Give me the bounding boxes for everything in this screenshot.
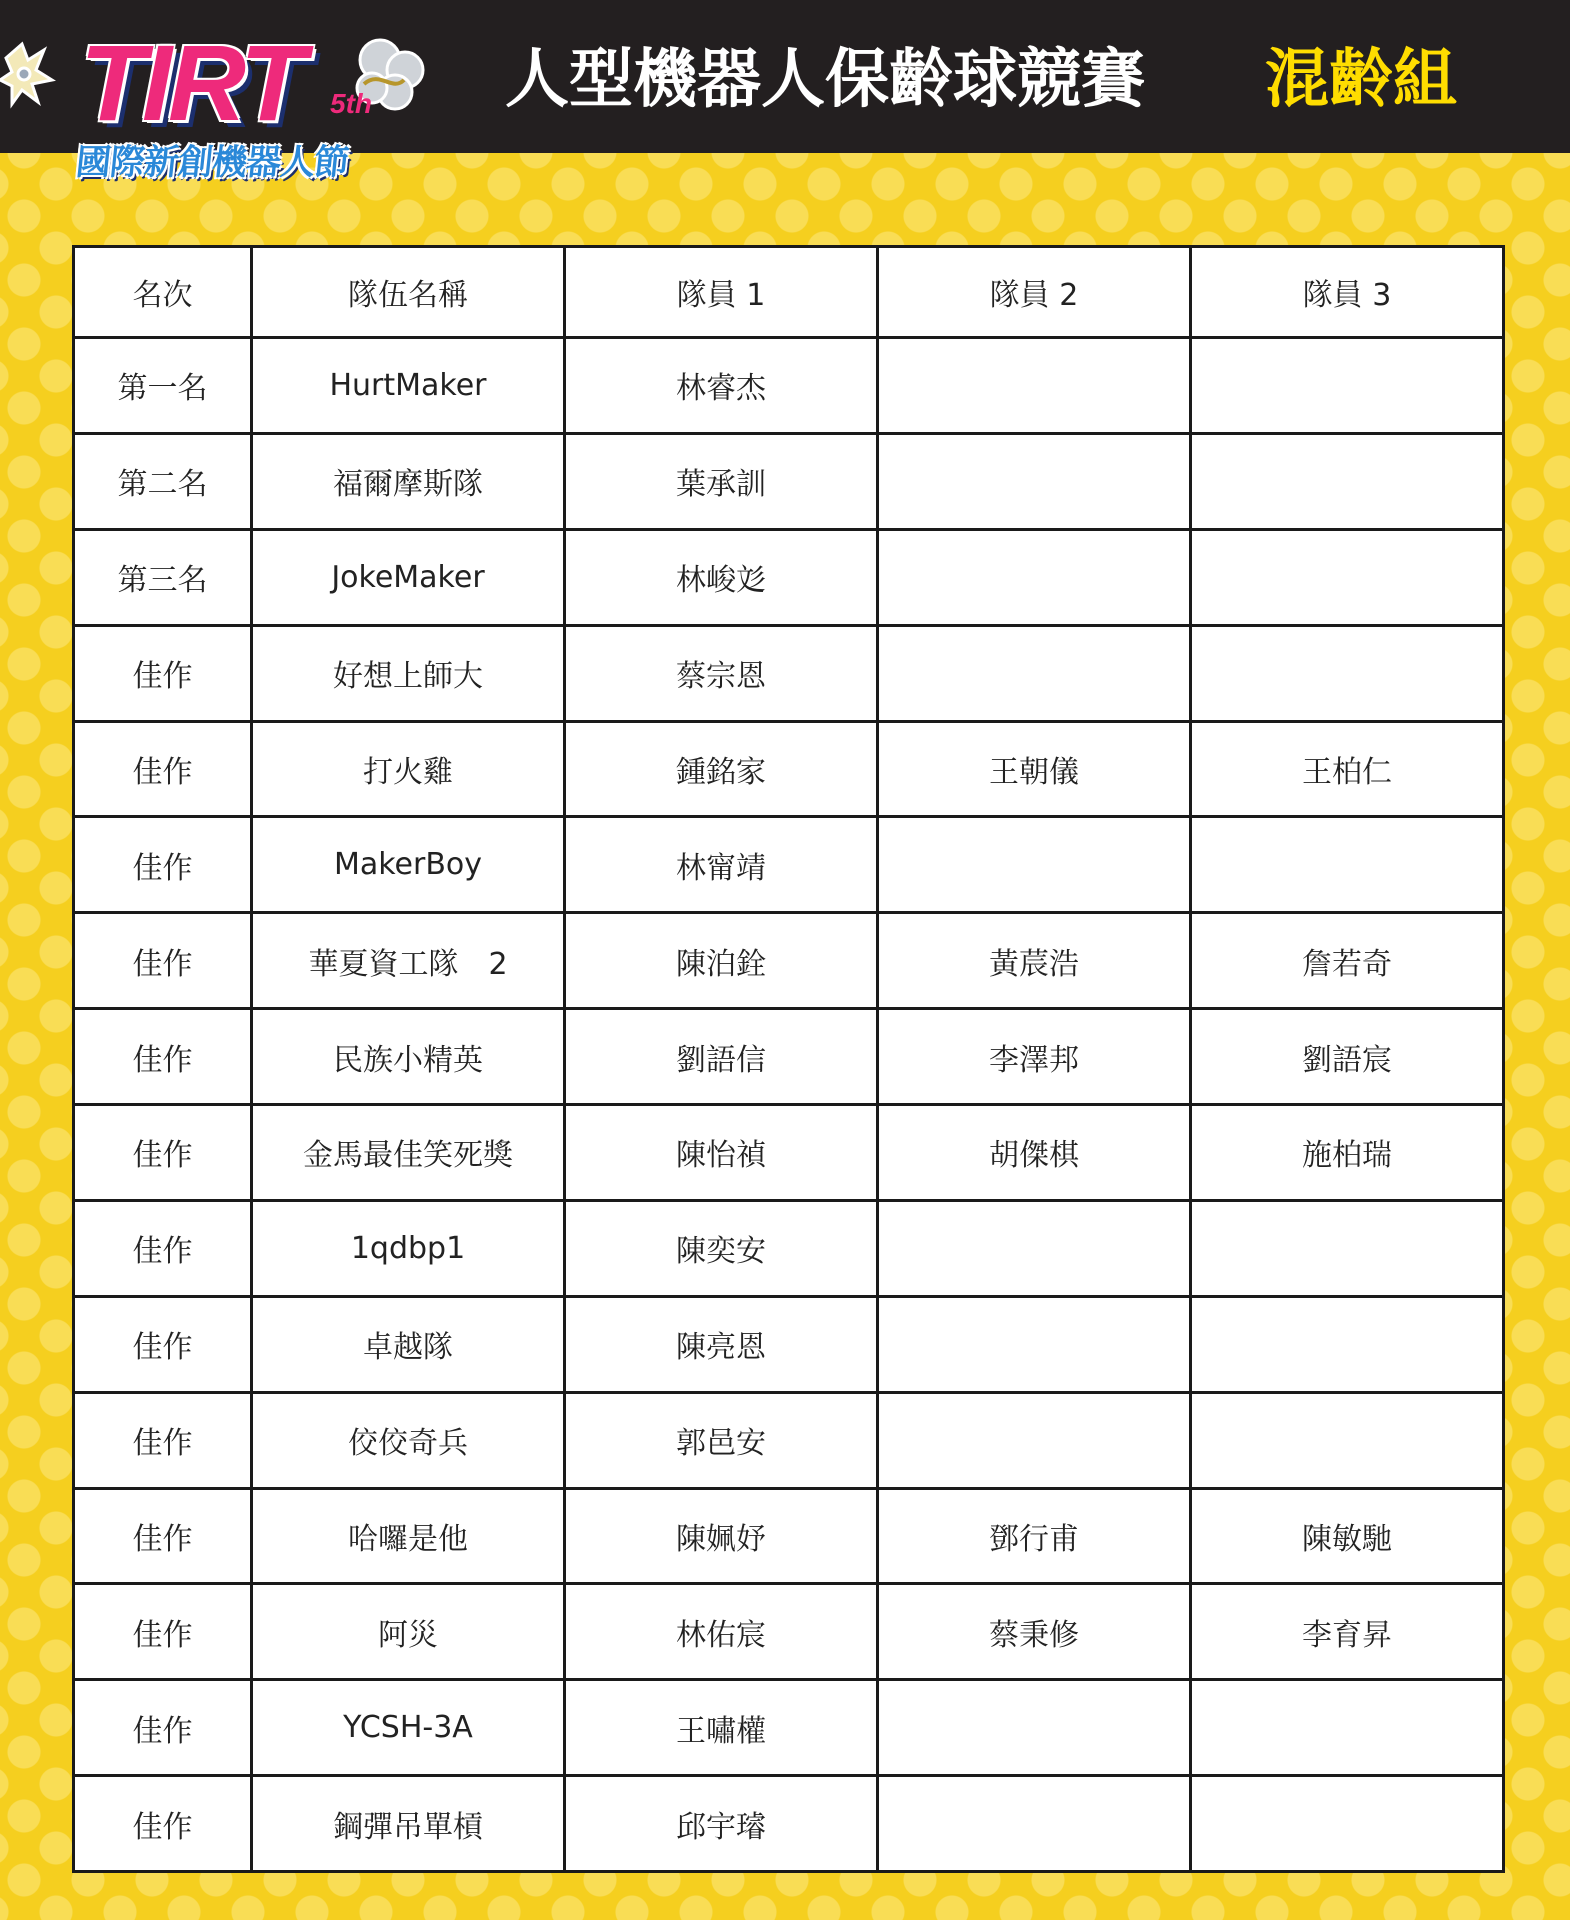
column-header-rank: 名次 (74, 247, 252, 338)
table-row (74, 1584, 1504, 1680)
rank-cell: 佳作 (74, 1392, 252, 1488)
rank-cell: 佳作 (74, 1200, 252, 1296)
member-3-cell: 施柏瑞 (1191, 1105, 1504, 1201)
header-row (74, 247, 1504, 338)
member-2-cell: 蔡秉修 (878, 1584, 1191, 1680)
member-1-cell: 蔡宗恩 (565, 625, 878, 721)
team-name-cell: 阿災 (252, 1584, 565, 1680)
member-3-cell: 陳敏馳 (1191, 1488, 1504, 1584)
member-2-cell (878, 625, 1191, 721)
team-name-cell: YCSH-3A (252, 1680, 565, 1776)
page-title: 人型機器人保齡球競賽 (505, 43, 1145, 117)
team-name-cell: JokeMaker (252, 529, 565, 625)
member-1-cell: 王嘯權 (565, 1680, 878, 1776)
table-row (74, 1296, 1504, 1392)
member-3-cell (1191, 1392, 1504, 1488)
rank-cell: 佳作 (74, 1105, 252, 1201)
member-2-cell (878, 529, 1191, 625)
rank-cell: 佳作 (74, 817, 252, 913)
table-row (74, 817, 1504, 913)
rank-cell: 佳作 (74, 625, 252, 721)
rank-cell: 第三名 (74, 529, 252, 625)
rank-cell: 佳作 (74, 1009, 252, 1105)
member-2-cell (878, 1200, 1191, 1296)
column-header-member-1: 隊員 1 (565, 247, 878, 338)
rank-cell: 第二名 (74, 433, 252, 529)
member-3-cell: 劉語宸 (1191, 1009, 1504, 1105)
logo-wordmark: TIRT (80, 22, 302, 143)
table-row (74, 338, 1504, 434)
header-bar (0, 0, 1570, 183)
team-name-cell: 1qdbp1 (252, 1200, 565, 1296)
member-3-cell: 李育昇 (1191, 1584, 1504, 1680)
results-table (72, 245, 1505, 1873)
member-3-cell (1191, 433, 1504, 529)
rank-cell: 佳作 (74, 1776, 252, 1872)
member-1-cell: 林峻彣 (565, 529, 878, 625)
table-row (74, 1776, 1504, 1872)
team-name-cell: 打火雞 (252, 721, 565, 817)
table-row (74, 721, 1504, 817)
member-2-cell: 胡傑棋 (878, 1105, 1191, 1201)
member-1-cell: 葉承訓 (565, 433, 878, 529)
member-3-cell (1191, 1200, 1504, 1296)
member-2-cell (878, 433, 1191, 529)
member-2-cell: 鄧行甫 (878, 1488, 1191, 1584)
member-1-cell: 陳姵妤 (565, 1488, 878, 1584)
member-2-cell: 黃莀浩 (878, 913, 1191, 1009)
rank-cell: 佳作 (74, 1296, 252, 1392)
member-2-cell (878, 1680, 1191, 1776)
table-row (74, 433, 1504, 529)
member-3-cell: 詹若奇 (1191, 913, 1504, 1009)
column-header-member-3: 隊員 3 (1191, 247, 1504, 338)
member-2-cell (878, 1296, 1191, 1392)
team-name-cell: 哈囉是他 (252, 1488, 565, 1584)
member-3-cell (1191, 1680, 1504, 1776)
rank-cell: 佳作 (74, 1584, 252, 1680)
table-row (74, 1105, 1504, 1201)
team-name-cell: 卓越隊 (252, 1296, 565, 1392)
team-name-cell: 佼佼奇兵 (252, 1392, 565, 1488)
member-1-cell: 陳怡禎 (565, 1105, 878, 1201)
category-label: 混齡組 (1265, 43, 1457, 117)
column-header-team: 隊伍名稱 (252, 247, 565, 338)
member-3-cell (1191, 338, 1504, 434)
table-row (74, 913, 1504, 1009)
member-2-cell (878, 1392, 1191, 1488)
member-1-cell: 陳泊銓 (565, 913, 878, 1009)
member-1-cell: 郭邑安 (565, 1392, 878, 1488)
member-3-cell (1191, 1776, 1504, 1872)
table-row (74, 1392, 1504, 1488)
member-3-cell (1191, 817, 1504, 913)
table-row (74, 529, 1504, 625)
rank-cell: 佳作 (74, 913, 252, 1009)
table-row (74, 1009, 1504, 1105)
member-2-cell: 李澤邦 (878, 1009, 1191, 1105)
team-name-cell: MakerBoy (252, 817, 565, 913)
member-3-cell (1191, 625, 1504, 721)
member-1-cell: 陳亮恩 (565, 1296, 878, 1392)
member-1-cell: 林睿杰 (565, 338, 878, 434)
team-name-cell: HurtMaker (252, 338, 565, 434)
member-1-cell: 鍾銘家 (565, 721, 878, 817)
member-2-cell (878, 817, 1191, 913)
member-1-cell: 陳奕安 (565, 1200, 878, 1296)
member-1-cell: 林佑宸 (565, 1584, 878, 1680)
column-header-member-2: 隊員 2 (878, 247, 1191, 338)
member-3-cell: 王柏仁 (1191, 721, 1504, 817)
rank-cell: 佳作 (74, 721, 252, 817)
team-name-cell: 金馬最佳笑死獎 (252, 1105, 565, 1201)
member-1-cell: 邱宇璿 (565, 1776, 878, 1872)
table-row (74, 1488, 1504, 1584)
table-row (74, 625, 1504, 721)
member-2-cell (878, 1776, 1191, 1872)
member-3-cell (1191, 529, 1504, 625)
member-2-cell (878, 338, 1191, 434)
member-2-cell: 王朝儀 (878, 721, 1191, 817)
team-name-cell: 民族小精英 (252, 1009, 565, 1105)
rank-cell: 佳作 (74, 1488, 252, 1584)
member-3-cell (1191, 1296, 1504, 1392)
table-row (74, 1200, 1504, 1296)
logo-subtitle: 國際新創機器人節 (73, 143, 351, 183)
logo-edition: 5th (330, 88, 372, 119)
rank-cell: 佳作 (74, 1680, 252, 1776)
team-name-cell: 鋼彈吊單槓 (252, 1776, 565, 1872)
table-row (74, 1680, 1504, 1776)
team-name-cell: 好想上師大 (252, 625, 565, 721)
team-name-cell: 華夏資工隊 2 (252, 913, 565, 1009)
member-1-cell: 劉語信 (565, 1009, 878, 1105)
tirt-logo (0, 0, 440, 200)
member-1-cell: 林甯靖 (565, 817, 878, 913)
team-name-cell: 福爾摩斯隊 (252, 433, 565, 529)
rank-cell: 第一名 (74, 338, 252, 434)
